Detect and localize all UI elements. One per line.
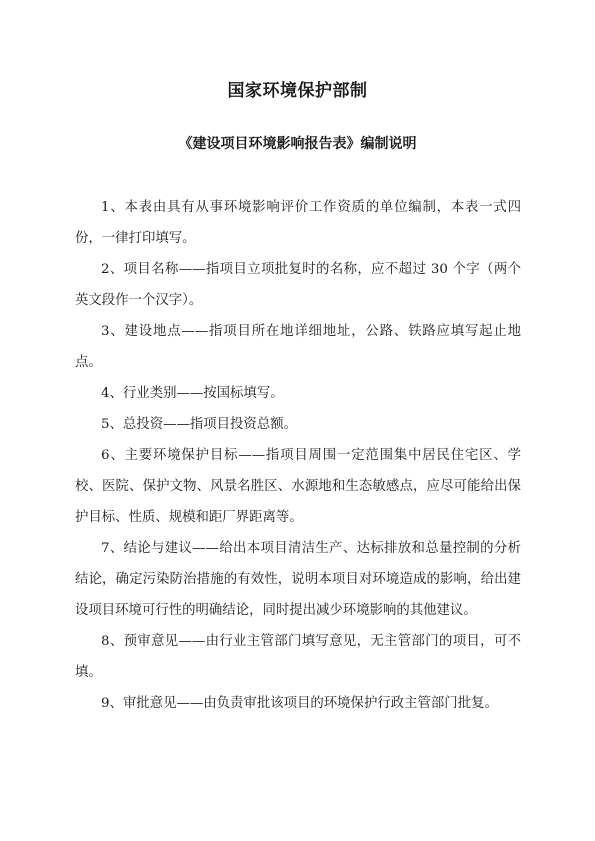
instructions-body xyxy=(75,192,521,719)
instruction-paragraph-2: 2、项目名称——指项目立项批复时的名称，应不超过 30 个字（两个英文段作一个汉字）。 xyxy=(75,262,521,308)
instruction-paragraph-3: 3、建设地点——指项目所在地详细地址，公路、铁路应填写起止地点。 xyxy=(75,324,521,370)
instruction-paragraph-7: 7、结论与建议——给出本项目清洁生产、达标排放和总量控制的分析结论，确定污染防治措施的有效性，说明本项目对环境造成的影响，给出建设项目环境可行性的明确结论，同时提出减少环境影响的其他建议。 xyxy=(75,541,521,618)
document-title: 《建设项目环境影响报告表》编制说明 xyxy=(178,136,417,152)
instruction-paragraph-5: 5、总投资——指项目投资总额。 xyxy=(101,417,297,432)
instruction-paragraph-8: 8、预审意见——由行业主管部门填写意见，无主管部门的项目，可不填。 xyxy=(75,634,521,680)
instruction-paragraph-1: 1、本表由具有从事环境影响评价工作资质的单位编制，本表一式四份，一律打印填写。 xyxy=(75,200,521,246)
instruction-paragraph-9: 9、审批意见——由负责审批该项目的环境保护行政主管部门批复。 xyxy=(101,696,498,711)
instruction-paragraph-4: 4、行业类别——按国标填写。 xyxy=(101,386,284,401)
instruction-paragraph-6: 6、主要环境保护目标——指项目周围一定范围集中居民住宅区、学校、医院、保护文物、风景名胜区、水源地和生态敏感点，应尽可能给出保护目标、性质、规模和距厂界距离等。 xyxy=(75,448,521,525)
agency-heading: 国家环境保护部制 xyxy=(227,81,368,101)
